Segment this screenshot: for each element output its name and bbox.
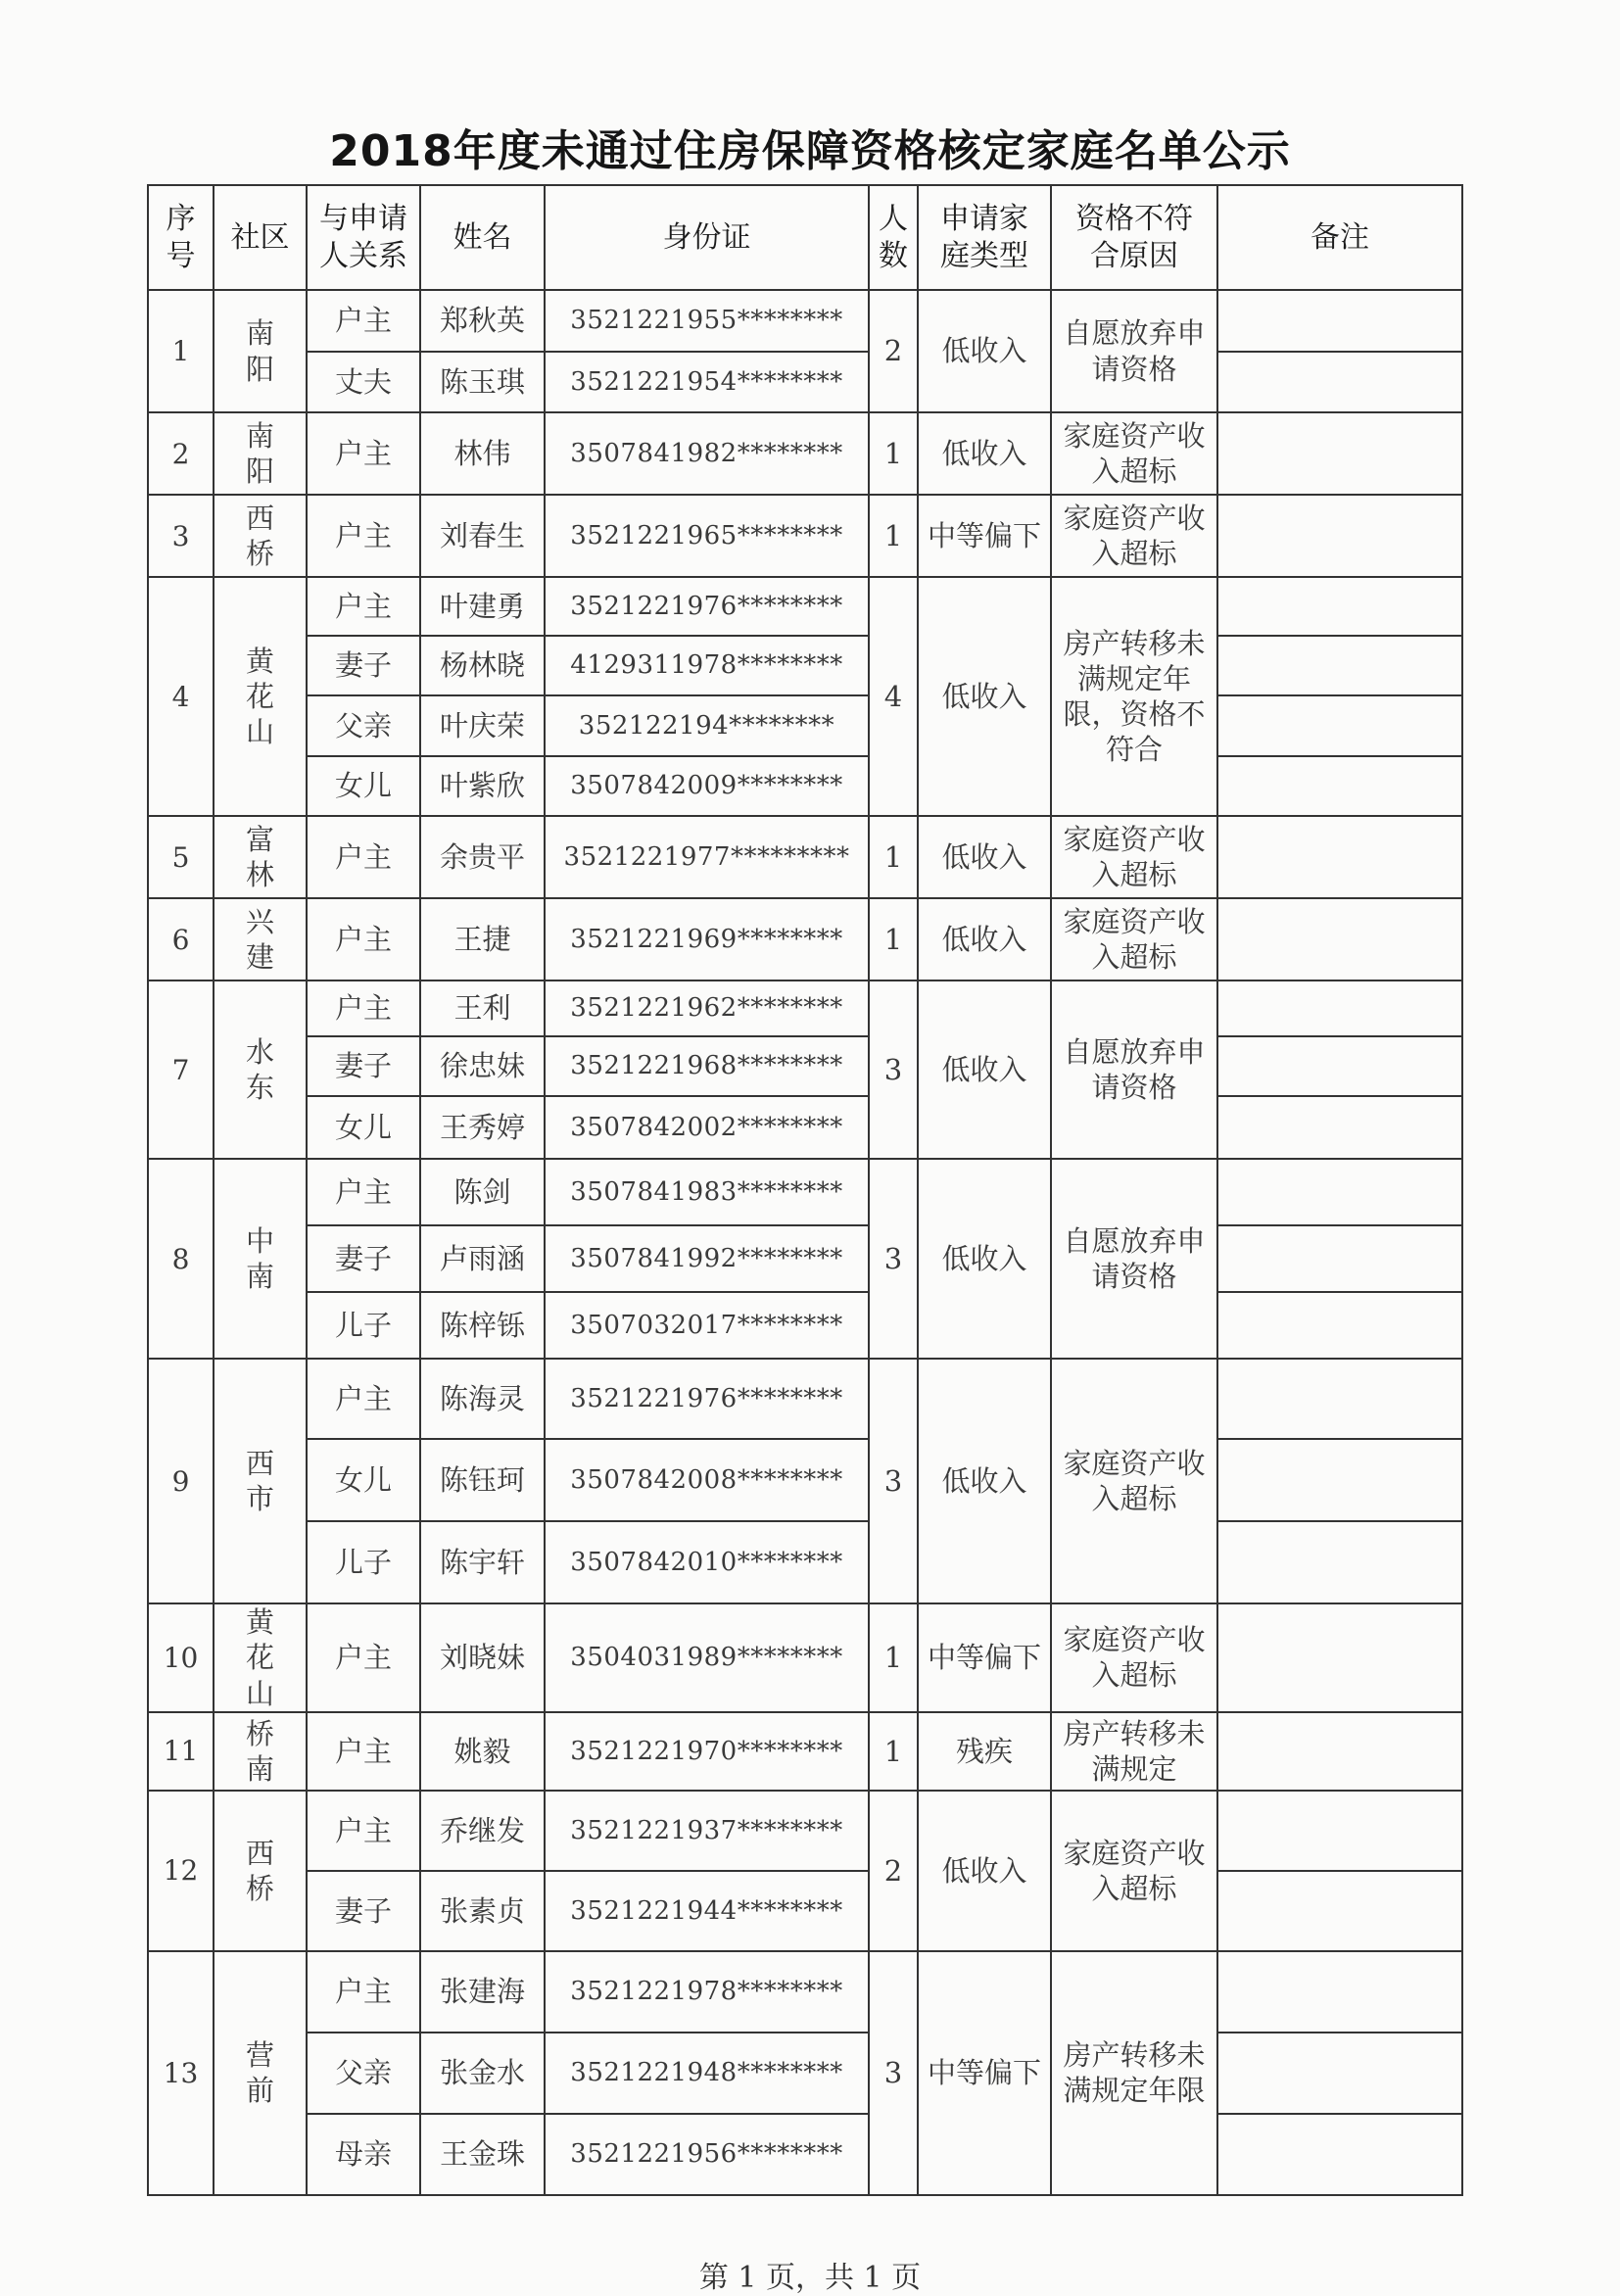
count-cell: 1 xyxy=(869,1712,918,1791)
seq-cell: 11 xyxy=(148,1712,214,1791)
seq-cell: 9 xyxy=(148,1359,214,1603)
name-cell: 郑秋英 xyxy=(420,290,545,352)
type-cell: 低收入 xyxy=(918,412,1051,495)
count-cell: 3 xyxy=(869,981,918,1159)
id-number-cell: 3521221937******** xyxy=(545,1791,869,1871)
community-cell: 中南 xyxy=(214,1159,307,1359)
name-cell: 卢雨涵 xyxy=(420,1225,545,1292)
note-cell xyxy=(1217,1712,1462,1791)
id-number-cell: 3507841983******** xyxy=(545,1159,869,1225)
count-cell: 1 xyxy=(869,1603,918,1712)
seq-cell: 8 xyxy=(148,1159,214,1359)
count-cell: 1 xyxy=(869,898,918,981)
table-row xyxy=(148,695,1462,756)
table-row xyxy=(148,1159,1462,1225)
id-number-cell: 3521221948******** xyxy=(545,2033,869,2114)
note-cell xyxy=(1217,695,1462,756)
note-cell xyxy=(1217,2033,1462,2114)
community-cell: 南阳 xyxy=(214,290,307,412)
name-cell: 王捷 xyxy=(420,898,545,981)
note-cell xyxy=(1217,756,1462,816)
note-cell xyxy=(1217,898,1462,981)
header-id: 身份证 xyxy=(545,185,869,290)
name-cell: 张建海 xyxy=(420,1951,545,2033)
relation-cell: 户主 xyxy=(307,1951,420,2033)
name-cell: 乔继发 xyxy=(420,1791,545,1871)
table-row xyxy=(148,816,1462,898)
type-cell: 低收入 xyxy=(918,898,1051,981)
count-cell: 2 xyxy=(869,290,918,412)
community-cell: 兴建 xyxy=(214,898,307,981)
relation-cell: 户主 xyxy=(307,1791,420,1871)
note-cell xyxy=(1217,2114,1462,2195)
note-cell xyxy=(1217,981,1462,1036)
name-cell: 姚毅 xyxy=(420,1712,545,1791)
id-number-cell: 3521221968******** xyxy=(545,1036,869,1096)
id-number-cell: 3521221944******** xyxy=(545,1871,869,1951)
table-row xyxy=(148,1521,1462,1603)
relation-cell: 丈夫 xyxy=(307,352,420,412)
name-cell: 杨林晓 xyxy=(420,636,545,695)
header-relation: 与申请人关系 xyxy=(307,185,420,290)
table-row xyxy=(148,1359,1462,1439)
relation-cell: 户主 xyxy=(307,1159,420,1225)
header-note: 备注 xyxy=(1217,185,1462,290)
type-cell: 低收入 xyxy=(918,577,1051,816)
id-number-cell: 4129311978******** xyxy=(545,636,869,695)
table-row xyxy=(148,2114,1462,2195)
relation-cell: 儿子 xyxy=(307,1521,420,1603)
id-number-cell: 3521221976******** xyxy=(545,1359,869,1439)
community-cell: 西市 xyxy=(214,1359,307,1603)
id-number-cell: 3521221976******** xyxy=(545,577,869,636)
type-cell: 低收入 xyxy=(918,290,1051,412)
count-cell: 3 xyxy=(869,1359,918,1603)
seq-cell: 6 xyxy=(148,898,214,981)
type-cell: 低收入 xyxy=(918,1791,1051,1951)
header-row xyxy=(148,185,1462,290)
relation-cell: 妻子 xyxy=(307,1871,420,1951)
name-cell: 王金珠 xyxy=(420,2114,545,2195)
header-community: 社区 xyxy=(214,185,307,290)
table-row xyxy=(148,898,1462,981)
relation-cell: 户主 xyxy=(307,816,420,898)
relation-cell: 户主 xyxy=(307,898,420,981)
name-cell: 王秀婷 xyxy=(420,1096,545,1159)
relation-cell: 女儿 xyxy=(307,756,420,816)
table-row xyxy=(148,1036,1462,1096)
name-cell: 王利 xyxy=(420,981,545,1036)
relation-cell: 母亲 xyxy=(307,2114,420,2195)
count-cell: 1 xyxy=(869,816,918,898)
type-cell: 低收入 xyxy=(918,816,1051,898)
id-number-cell: 3521221977********* xyxy=(545,816,869,898)
reason-cell: 自愿放弃申请资格 xyxy=(1051,981,1217,1159)
community-cell: 水东 xyxy=(214,981,307,1159)
relation-cell: 妻子 xyxy=(307,1036,420,1096)
community-cell: 西桥 xyxy=(214,1791,307,1951)
list-table xyxy=(147,184,1463,2196)
type-cell: 低收入 xyxy=(918,1359,1051,1603)
seq-cell: 10 xyxy=(148,1603,214,1712)
table-row xyxy=(148,495,1462,577)
name-cell: 陈钰珂 xyxy=(420,1439,545,1521)
id-number-cell: 3521221955******** xyxy=(545,290,869,352)
reason-cell: 家庭资产收入超标 xyxy=(1051,495,1217,577)
table-row xyxy=(148,577,1462,636)
id-number-cell: 3507842008******** xyxy=(545,1439,869,1521)
name-cell: 徐忠妹 xyxy=(420,1036,545,1096)
seq-cell: 12 xyxy=(148,1791,214,1951)
relation-cell: 户主 xyxy=(307,495,420,577)
type-cell: 残疾 xyxy=(918,1712,1051,1791)
header-count: 人数 xyxy=(869,185,918,290)
seq-cell: 5 xyxy=(148,816,214,898)
note-cell xyxy=(1217,495,1462,577)
relation-cell: 妻子 xyxy=(307,1225,420,1292)
table-row xyxy=(148,636,1462,695)
name-cell: 陈宇轩 xyxy=(420,1521,545,1603)
relation-cell: 儿子 xyxy=(307,1292,420,1359)
table-row xyxy=(148,1712,1462,1791)
note-cell xyxy=(1217,636,1462,695)
name-cell: 陈玉琪 xyxy=(420,352,545,412)
relation-cell: 户主 xyxy=(307,412,420,495)
community-cell: 西桥 xyxy=(214,495,307,577)
table-row xyxy=(148,1603,1462,1712)
note-cell xyxy=(1217,1225,1462,1292)
count-cell: 1 xyxy=(869,412,918,495)
community-cell: 南阳 xyxy=(214,412,307,495)
id-number-cell: 3507841982******** xyxy=(545,412,869,495)
table-row xyxy=(148,1096,1462,1159)
reason-cell: 家庭资产收入超标 xyxy=(1051,1603,1217,1712)
table-row xyxy=(148,1439,1462,1521)
relation-cell: 女儿 xyxy=(307,1096,420,1159)
id-number-cell: 3521221970******** xyxy=(545,1712,869,1791)
relation-cell: 户主 xyxy=(307,1603,420,1712)
reason-cell: 自愿放弃申请资格 xyxy=(1051,1159,1217,1359)
seq-cell: 2 xyxy=(148,412,214,495)
table-row xyxy=(148,1292,1462,1359)
note-cell xyxy=(1217,1359,1462,1439)
note-cell xyxy=(1217,577,1462,636)
id-number-cell: 3507842002******** xyxy=(545,1096,869,1159)
note-cell xyxy=(1217,1603,1462,1712)
table-row xyxy=(148,412,1462,495)
id-number-cell: 3521221965******** xyxy=(545,495,869,577)
relation-cell: 女儿 xyxy=(307,1439,420,1521)
relation-cell: 父亲 xyxy=(307,695,420,756)
note-cell xyxy=(1217,412,1462,495)
id-number-cell: 352122194******** xyxy=(545,695,869,756)
table-row xyxy=(148,352,1462,412)
reason-cell: 家庭资产收入超标 xyxy=(1051,816,1217,898)
name-cell: 陈梓铄 xyxy=(420,1292,545,1359)
name-cell: 林伟 xyxy=(420,412,545,495)
table-row xyxy=(148,1871,1462,1951)
community-cell: 桥南 xyxy=(214,1712,307,1791)
note-cell xyxy=(1217,1439,1462,1521)
header-name: 姓名 xyxy=(420,185,545,290)
count-cell: 1 xyxy=(869,495,918,577)
type-cell: 中等偏下 xyxy=(918,495,1051,577)
reason-cell: 家庭资产收入超标 xyxy=(1051,1359,1217,1603)
seq-cell: 1 xyxy=(148,290,214,412)
note-cell xyxy=(1217,1871,1462,1951)
count-cell: 3 xyxy=(869,1159,918,1359)
table-row xyxy=(148,1951,1462,2033)
note-cell xyxy=(1217,1292,1462,1359)
table-row xyxy=(148,1791,1462,1871)
id-number-cell: 3521221969******** xyxy=(545,898,869,981)
note-cell xyxy=(1217,1159,1462,1225)
seq-cell: 4 xyxy=(148,577,214,816)
community-cell: 营前 xyxy=(214,1951,307,2195)
table-row xyxy=(148,290,1462,352)
note-cell xyxy=(1217,1951,1462,2033)
note-cell xyxy=(1217,816,1462,898)
community-cell: 黄花山 xyxy=(214,577,307,816)
id-number-cell: 3521221954******** xyxy=(545,352,869,412)
name-cell: 刘春生 xyxy=(420,495,545,577)
page-title: 2018年度未通过住房保障资格核定家庭名单公示 xyxy=(329,126,1291,176)
name-cell: 刘晓妹 xyxy=(420,1603,545,1712)
name-cell: 张金水 xyxy=(420,2033,545,2114)
table-body xyxy=(148,290,1462,2195)
community-cell: 富林 xyxy=(214,816,307,898)
id-number-cell: 3507032017******** xyxy=(545,1292,869,1359)
table-row xyxy=(148,756,1462,816)
relation-cell: 户主 xyxy=(307,577,420,636)
relation-cell: 父亲 xyxy=(307,2033,420,2114)
name-cell: 陈剑 xyxy=(420,1159,545,1225)
count-cell: 2 xyxy=(869,1791,918,1951)
id-number-cell: 3507842009******** xyxy=(545,756,869,816)
id-number-cell: 3521221956******** xyxy=(545,2114,869,2195)
reason-cell: 房产转移未满规定年限，资格不符合 xyxy=(1051,577,1217,816)
page-footer: 第 1 页，共 1 页 xyxy=(698,2261,922,2295)
id-number-cell: 3507842010******** xyxy=(545,1521,869,1603)
header-type: 申请家庭类型 xyxy=(918,185,1051,290)
type-cell: 中等偏下 xyxy=(918,1951,1051,2195)
relation-cell: 户主 xyxy=(307,981,420,1036)
type-cell: 低收入 xyxy=(918,981,1051,1159)
reason-cell: 房产转移未满规定 xyxy=(1051,1712,1217,1791)
table-row xyxy=(148,1225,1462,1292)
count-cell: 3 xyxy=(869,1951,918,2195)
type-cell: 低收入 xyxy=(918,1159,1051,1359)
reason-cell: 家庭资产收入超标 xyxy=(1051,412,1217,495)
id-number-cell: 3507841992******** xyxy=(545,1225,869,1292)
name-cell: 余贵平 xyxy=(420,816,545,898)
note-cell xyxy=(1217,1096,1462,1159)
note-cell xyxy=(1217,1521,1462,1603)
table-row xyxy=(148,981,1462,1036)
header-seq: 序号 xyxy=(148,185,214,290)
relation-cell: 户主 xyxy=(307,1359,420,1439)
id-number-cell: 3521221978******** xyxy=(545,1951,869,2033)
id-number-cell: 3521221962******** xyxy=(545,981,869,1036)
name-cell: 叶庆荣 xyxy=(420,695,545,756)
name-cell: 叶紫欣 xyxy=(420,756,545,816)
community-cell: 黄花山 xyxy=(214,1603,307,1712)
relation-cell: 妻子 xyxy=(307,636,420,695)
note-cell xyxy=(1217,290,1462,352)
header-reason: 资格不符合原因 xyxy=(1051,185,1217,290)
note-cell xyxy=(1217,1791,1462,1871)
relation-cell: 户主 xyxy=(307,290,420,352)
name-cell: 张素贞 xyxy=(420,1871,545,1951)
note-cell xyxy=(1217,1036,1462,1096)
name-cell: 叶建勇 xyxy=(420,577,545,636)
table-row xyxy=(148,2033,1462,2114)
note-cell xyxy=(1217,352,1462,412)
relation-cell: 户主 xyxy=(307,1712,420,1791)
reason-cell: 家庭资产收入超标 xyxy=(1051,1791,1217,1951)
id-number-cell: 3504031989******** xyxy=(545,1603,869,1712)
reason-cell: 房产转移未满规定年限 xyxy=(1051,1951,1217,2195)
count-cell: 4 xyxy=(869,577,918,816)
name-cell: 陈海灵 xyxy=(420,1359,545,1439)
type-cell: 中等偏下 xyxy=(918,1603,1051,1712)
reason-cell: 家庭资产收入超标 xyxy=(1051,898,1217,981)
seq-cell: 13 xyxy=(148,1951,214,2195)
seq-cell: 7 xyxy=(148,981,214,1159)
seq-cell: 3 xyxy=(148,495,214,577)
reason-cell: 自愿放弃申请资格 xyxy=(1051,290,1217,412)
